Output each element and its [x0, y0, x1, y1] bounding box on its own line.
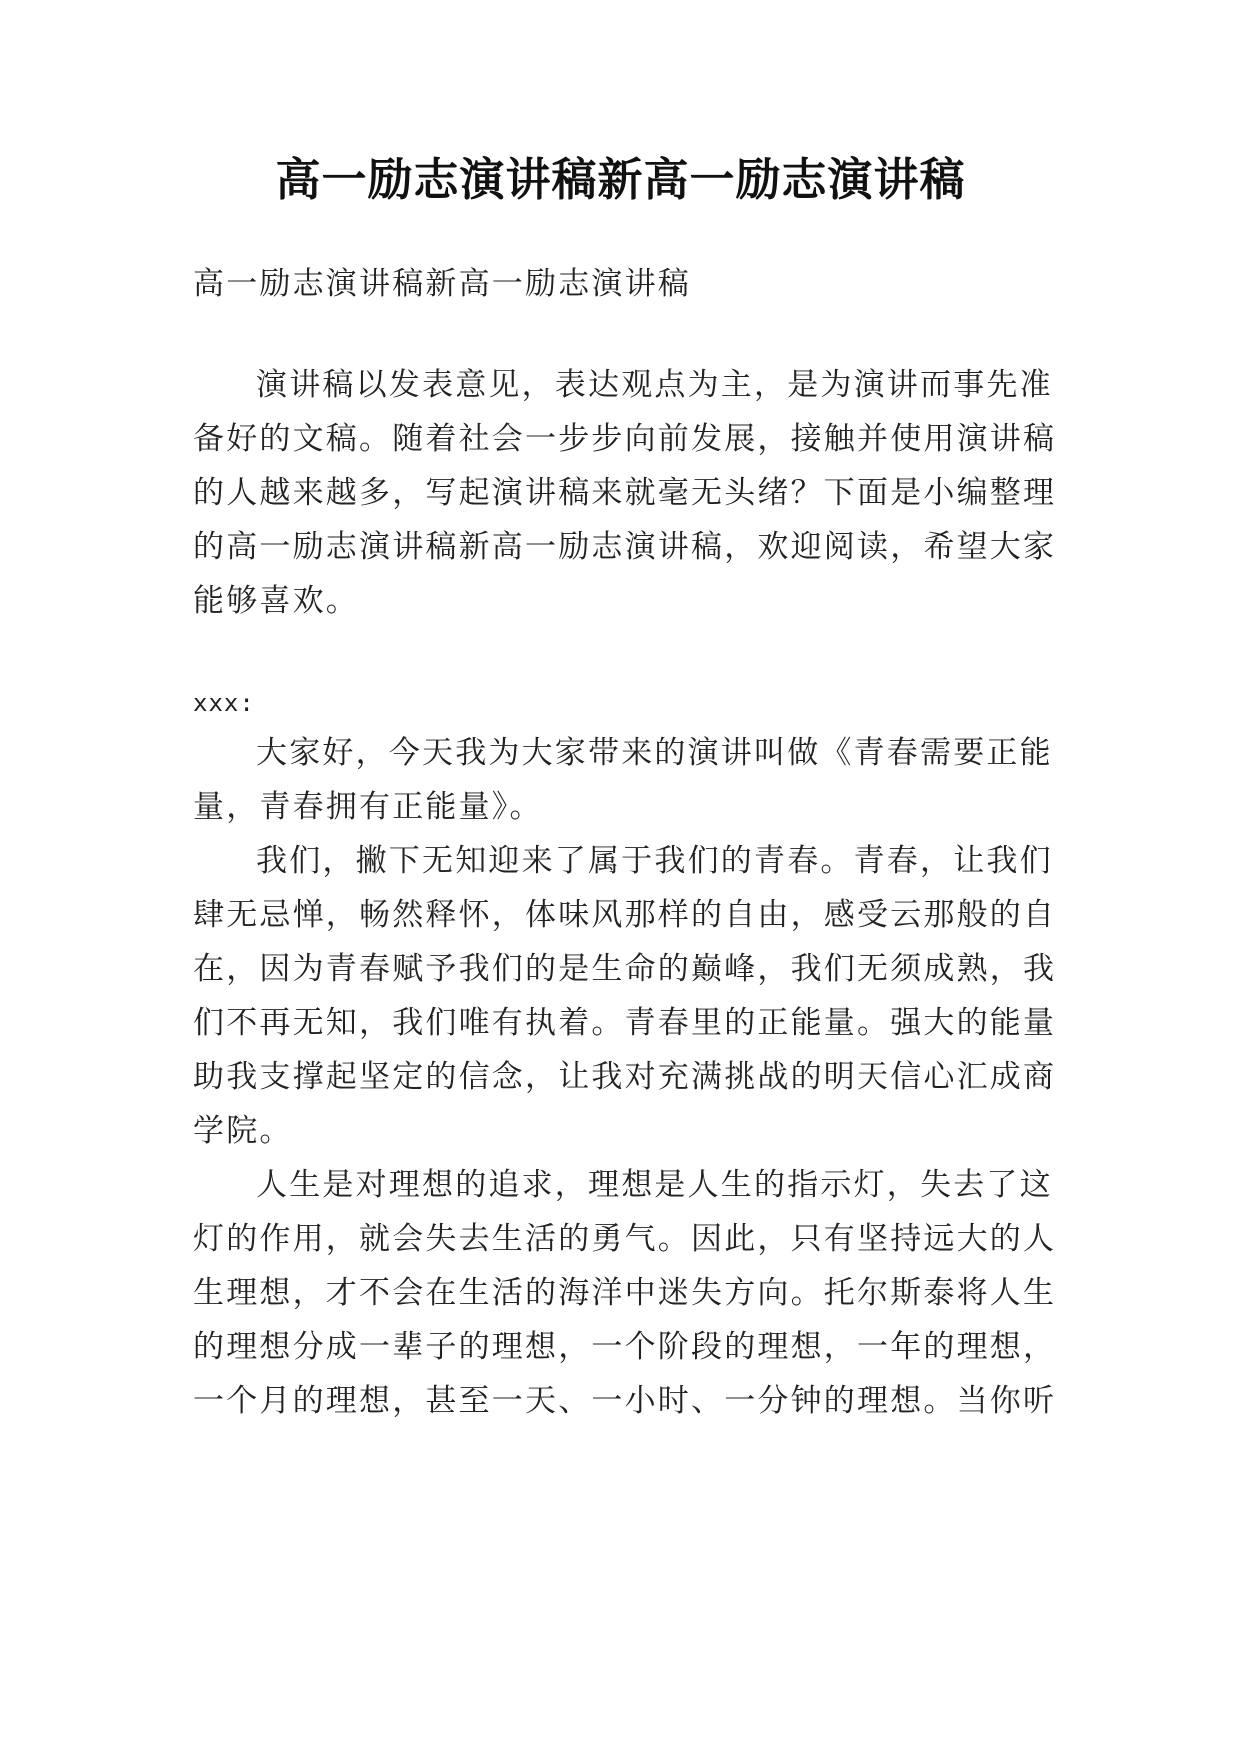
document-title: 高一励志演讲稿新高一励志演讲稿 [275, 153, 966, 206]
document-subtitle: 高一励志演讲稿新高一励志演讲稿 [193, 266, 691, 302]
paragraph-line: 学院。 [193, 1113, 293, 1149]
paragraph-line: 肆无忌惮，畅然释怀，体味风那样的自由，感受云那般的自 [193, 897, 1057, 933]
intro-line: 备好的文稿。随着社会一步步向前发展，接触并使用演讲稿 [193, 421, 1057, 457]
paragraph-line: 灯的作用，就会失去生活的勇气。因此，只有坚持远大的人 [193, 1221, 1057, 1257]
paragraph-line: 人生是对理想的追求，理想是人生的指示灯，失去了这 [256, 1167, 1053, 1203]
paragraph-line: 一个月的理想，甚至一天、一小时、一分钟的理想。当你听 [193, 1383, 1057, 1419]
paragraph-line: 生理想，才不会在生活的海洋中迷失方向。托尔斯泰将人生 [193, 1275, 1057, 1311]
paragraph-line: 在，因为青春赋予我们的是生命的巅峰，我们无须成熟，我 [193, 951, 1057, 987]
paragraph-line: 我们，撇下无知迎来了属于我们的青春。青春，让我们 [256, 843, 1053, 879]
intro-line: 能够喜欢。 [193, 583, 359, 619]
paragraph-line: 大家好，今天我为大家带来的演讲叫做《青春需要正能 [256, 735, 1053, 771]
paragraph-line: 的理想分成一辈子的理想，一个阶段的理想，一年的理想， [193, 1329, 1057, 1365]
intro-line: 的高一励志演讲稿新高一励志演讲稿，欢迎阅读，希望大家 [193, 529, 1057, 565]
salutation: xxx: [193, 689, 255, 717]
intro-line: 演讲稿以发表意见，表达观点为主，是为演讲而事先准 [256, 367, 1053, 403]
paragraph-line: 助我支撑起坚定的信念，让我对充满挑战的明天信心汇成商 [193, 1059, 1057, 1095]
paragraph-line: 们不再无知，我们唯有执着。青春里的正能量。强大的能量 [193, 1005, 1057, 1041]
intro-line: 的人越来越多，写起演讲稿来就毫无头绪？下面是小编整理 [193, 475, 1057, 511]
paragraph-line: 量，青春拥有正能量》。 [193, 789, 543, 825]
